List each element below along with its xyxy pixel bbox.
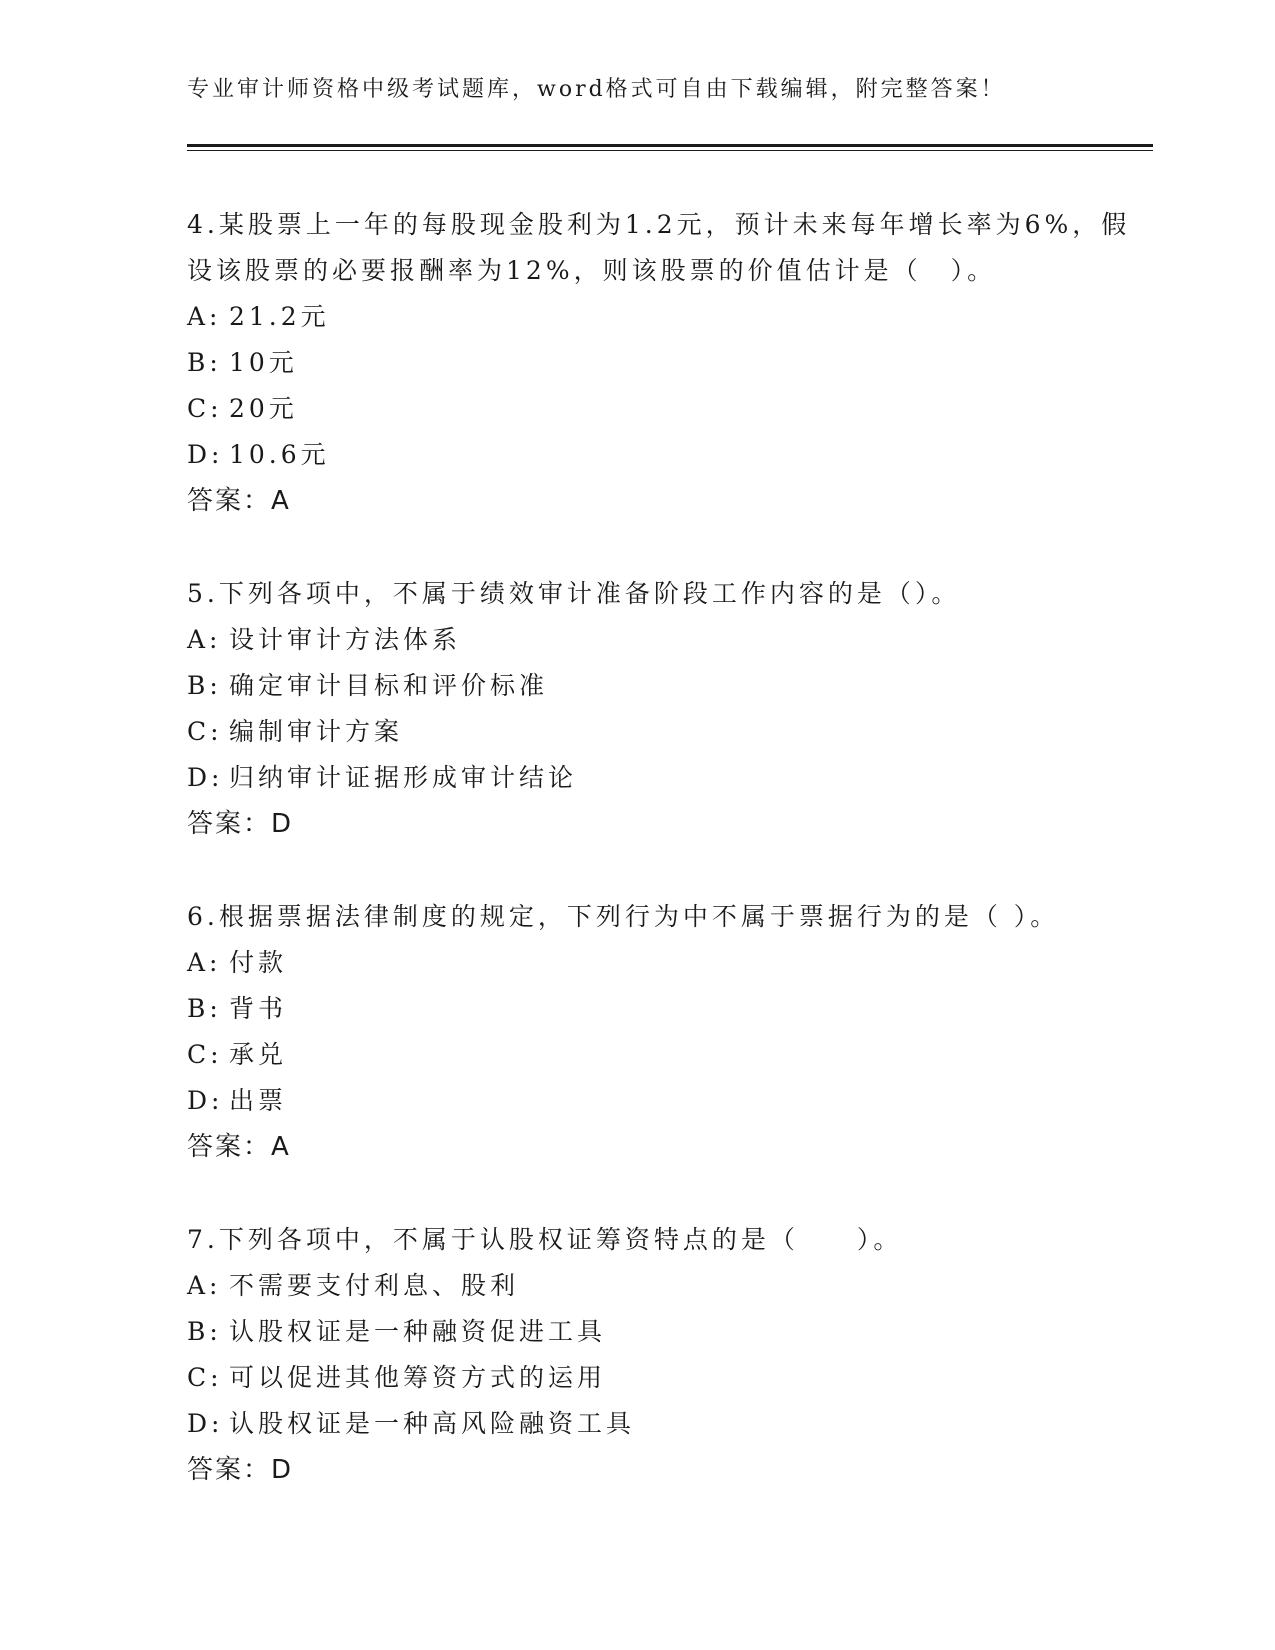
option-text: 20元 — [229, 394, 298, 423]
question-text: 4.某股票上一年的每股现金股利为1.2元，预计未来每年增长率为6%，假设该股票的必要报酬率为12%，则该股票的价值估计是（ ）。 — [187, 210, 1131, 285]
option-text: 不需要支付利息、股利 — [229, 1271, 520, 1300]
option-b — [187, 1309, 1147, 1355]
option-key: B: — [187, 671, 222, 700]
option-text: 21.2元 — [229, 302, 330, 331]
question-4 — [187, 202, 1147, 524]
option-key: B: — [187, 1317, 222, 1346]
question-5 — [187, 571, 1147, 847]
option-a — [187, 940, 1147, 986]
header-rule-thin — [187, 150, 1153, 151]
option-key: C: — [187, 1040, 223, 1069]
option-d — [187, 1401, 1147, 1447]
option-key: A: — [187, 948, 222, 977]
option-text: 归纳审计证据形成审计结论 — [229, 763, 578, 792]
option-text: 编制审计方案 — [229, 717, 404, 746]
option-text: 付款 — [229, 948, 288, 977]
page-header: 专业审计师资格中级考试题库，word格式可自由下载编辑，附完整答案！ — [187, 77, 1006, 102]
option-c — [187, 709, 1147, 755]
option-text: 设计审计方法体系 — [229, 625, 462, 654]
option-key: D: — [187, 440, 224, 469]
option-c — [187, 386, 1147, 432]
answer: 答案：D — [187, 1455, 294, 1485]
question-text: 5.下列各项中，不属于绩效审计准备阶段工作内容的是（）。 — [187, 579, 961, 608]
option-key: C: — [187, 717, 223, 746]
option-text: 可以促进其他筹资方式的运用 — [229, 1363, 607, 1392]
option-b — [187, 340, 1147, 386]
question-7 — [187, 1217, 1147, 1493]
option-text: 认股权证是一种高风险融资工具 — [229, 1409, 636, 1438]
option-d — [187, 432, 1147, 478]
option-text: 背书 — [229, 994, 288, 1023]
option-d — [187, 755, 1147, 801]
option-text: 确定审计目标和评价标准 — [229, 671, 549, 700]
option-key: B: — [187, 348, 222, 377]
option-key: A: — [187, 625, 222, 654]
option-b — [187, 663, 1147, 709]
option-a — [187, 617, 1147, 663]
option-key: C: — [187, 1363, 223, 1392]
answer: 答案：A — [187, 1132, 291, 1162]
option-key: C: — [187, 394, 223, 423]
option-text: 出票 — [229, 1086, 288, 1115]
option-key: D: — [187, 1086, 224, 1115]
option-text: 10元 — [229, 348, 298, 377]
question-text: 6.根据票据法律制度的规定，下列行为中不属于票据行为的是（ ）。 — [187, 902, 1060, 931]
option-key: D: — [187, 763, 224, 792]
option-d — [187, 1078, 1147, 1124]
option-b — [187, 986, 1147, 1032]
option-key: B: — [187, 994, 222, 1023]
option-key: D: — [187, 1409, 224, 1438]
answer: 答案：A — [187, 486, 291, 516]
answer: 答案：D — [187, 809, 294, 839]
option-c — [187, 1032, 1147, 1078]
option-a — [187, 294, 1147, 340]
question-text: 7.下列各项中，不属于认股权证筹资特点的是（ ）。 — [187, 1225, 903, 1254]
option-key: A: — [187, 302, 222, 331]
question-list — [187, 202, 1147, 1540]
question-6 — [187, 894, 1147, 1170]
option-text: 10.6元 — [229, 440, 330, 469]
header-rule-thick — [187, 144, 1153, 147]
option-text: 承兑 — [229, 1040, 288, 1069]
option-a — [187, 1263, 1147, 1309]
option-c — [187, 1355, 1147, 1401]
option-key: A: — [187, 1271, 222, 1300]
option-text: 认股权证是一种融资促进工具 — [229, 1317, 607, 1346]
